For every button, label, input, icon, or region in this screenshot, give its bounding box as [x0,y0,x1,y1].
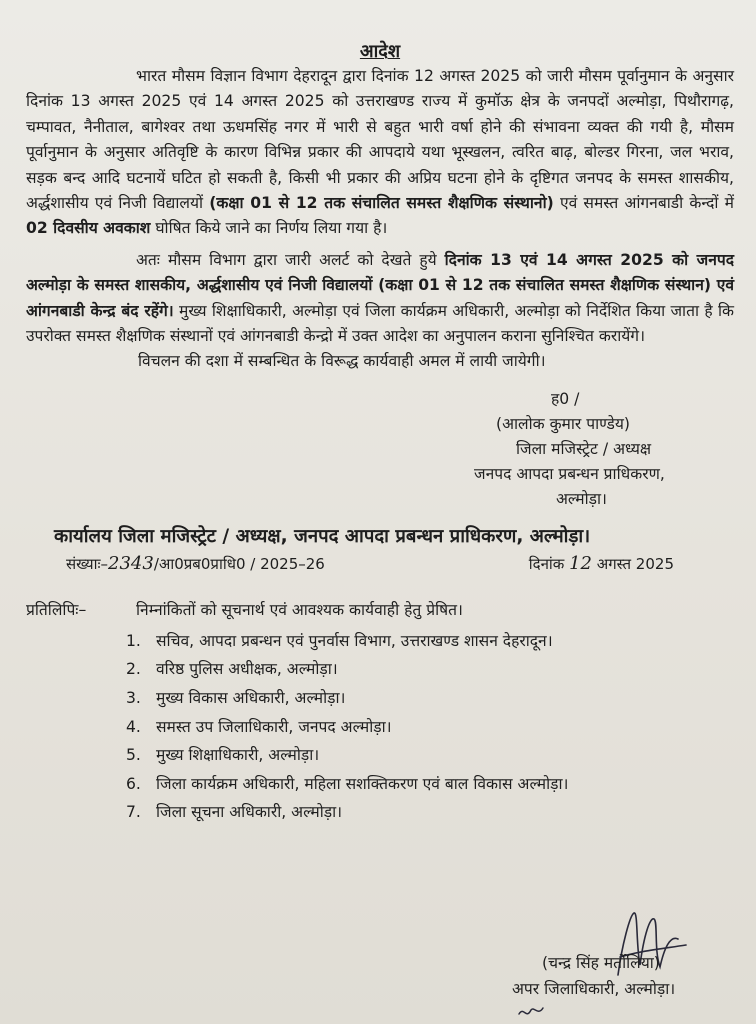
date-label: दिनांक [528,554,570,573]
reference-label: संख्याः– [66,554,109,573]
final-signatory-designation: अपर जिलाधिकारी, अल्मोड़ा। [512,980,676,998]
order-paragraph-2 [26,248,734,350]
reference-date [529,552,674,576]
list-item [126,655,734,684]
list-item-text: वरिष्ठ पुलिस अधीक्षक, अल्मोड़ा। [156,660,338,679]
para1-text-a: भारत मौसम विज्ञान विभाग देहरादून द्वारा दिनांक 12 अगस्त 2025 को जारी मौसम पूर्वानुमान के अनुसार दिनांक 13 अगस्त 2025 एवं 14 अगस्त 2025 को उत्तराखण्ड राज्य में कुमॉऊ क्षेत्र के जनपदों अल्मोड़ा, पिथौरागढ़, चम्पावत, नैनीताल, बागेश्वर तथा ऊधमसिंह नगर में भारी से बहुत भारी वर्षा होने की संभावना व्यक्त की गयी है, मौसम पूर्वानुमान के अनुसार अतिवृष्टि के कारण विभिन्न प्रकार की आपदाये यथा भूस्खलन, त्वरित बाढ़, बोल्डर गिरना, जल भराव, सड़क बन्द आदि घटनायें घटित हो सकती है, किसी भी प्रकार की अप्रिय घटना होने के दृष्टिगत जनपद के समस्त शासकीय, अर्द्धशासीय एवं निजी विद्यालयों [26,67,734,213]
copy-intro [26,598,734,623]
reference-suffix: /आ0प्रब0प्राधि0 / 2025–26 [153,554,325,573]
list-item [126,684,734,713]
para1-text-e: घोषित किये जाने का निर्णय लिया गया है। [150,219,388,238]
list-item-number: 5. [126,746,141,765]
list-item [126,741,734,770]
para2-text-b: दिनांक 13 एवं 14 अगस्त 2025 को जनपद अल्मोड़ा के समस्त शासकीय, अर्द्धशासीय एवं निजी विद्यालयों (कक्षा 01 से 12 तक संचालित समस्त शैक्षणिक संस्थान) एवं आंगनबाडी केन्द्र बंद रहेंगे। [26,250,734,320]
list-item-text: मुख्य शिक्षाधिकारी, अल्मोड़ा। [156,746,320,765]
office-heading: कार्यालय जिला मजिस्ट्रेट / अध्यक्ष, जनपद आपदा प्रबन्धन प्राधिकरण, अल्मोड़ा। [54,525,591,547]
reference-number [66,552,325,576]
signed-mark: ह0 / [551,389,580,408]
order-paragraph-1 [26,64,734,242]
copy-recipient-list [26,627,734,827]
para2-text-c: मुख्य शिक्षाधिकारी, अल्मोड़ा एवं जिला कार्यक्रम अधिकारी, अल्मोड़ा को निर्देशित किया जाता है कि उपरोक्त समस्त शैक्षणिक संस्थानों एवं आंगनबाडी केन्द्रो में उक्त आदेश का अनुपालन कराना सुनिश्चित करायेंगे। [26,301,734,346]
list-item-number: 4. [126,717,141,736]
list-item [126,798,734,827]
para1-text-d: 02 दिवसीय अवकाश [26,219,151,238]
list-item-text: मुख्य विकास अधिकारी, अल्मोड़ा। [156,689,346,708]
para1-text-b: (कक्षा 01 से 12 तक संचालित समस्त शैक्षणिक संस्थानो) [209,194,554,213]
initials-mark-icon [516,1002,546,1022]
signatory-authority: जनपद आपदा प्रबन्धन प्राधिकरण, [474,464,665,483]
list-item-number: 7. [126,803,141,822]
date-handwritten-day: 12 [569,552,592,574]
copy-label: प्रतिलिपिः– [26,600,87,619]
signatory-designation: जिला मजिस्ट्रेट / अध्यक्ष [516,439,652,458]
list-item [126,770,734,799]
additional-magistrate-signature [512,950,675,1002]
list-item-number: 2. [126,660,141,679]
list-item [126,713,734,742]
list-item-text: जिला सूचना अधिकारी, अल्मोड़ा। [156,803,343,822]
order-paragraph-3: विचलन की दशा में सम्बन्धित के विरूद्ध कार्यवाही अमल में लायी जायेगी। [138,352,546,371]
reference-row [26,552,734,576]
list-item-text: सचिव, आपदा प्रबन्धन एवं पुनर्वास विभाग, उत्तराखण्ड शासन देहरादून। [156,631,553,650]
final-signatory-name: (चन्द्र सिंह मर्तोलिया) [542,954,660,972]
signatory-name: (आलोक कुमार पाण्डेय) [496,414,631,433]
date-rest: अगस्त 2025 [591,554,674,573]
list-item-number: 1. [126,631,141,650]
reference-handwritten-number: 2343 [108,552,154,574]
para2-text-a: अतः मौसम विभाग द्वारा जारी अलर्ट को देखते हुये [136,250,445,269]
copy-intro-text: निम्नांकितों को सूचनार्थ एवं आवश्यक कार्यवाही हेतु प्रेषित। [136,600,463,619]
list-item-number: 3. [126,689,141,708]
list-item-number: 6. [126,774,141,793]
para1-text-c: एवं समस्त आंगनबाडी केन्दों में [553,194,734,213]
signatory-place: अल्मोड़ा। [556,489,607,508]
order-title: आदेश [359,41,401,62]
list-item [126,627,734,656]
magistrate-signature-block [474,387,734,512]
list-item-text: जिला कार्यक्रम अधिकारी, महिला सशक्तिकरण एवं बाल विकास अल्मोड़ा। [156,774,569,793]
list-item-text: समस्त उप जिलाधिकारी, जनपद अल्मोड़ा। [156,717,392,736]
